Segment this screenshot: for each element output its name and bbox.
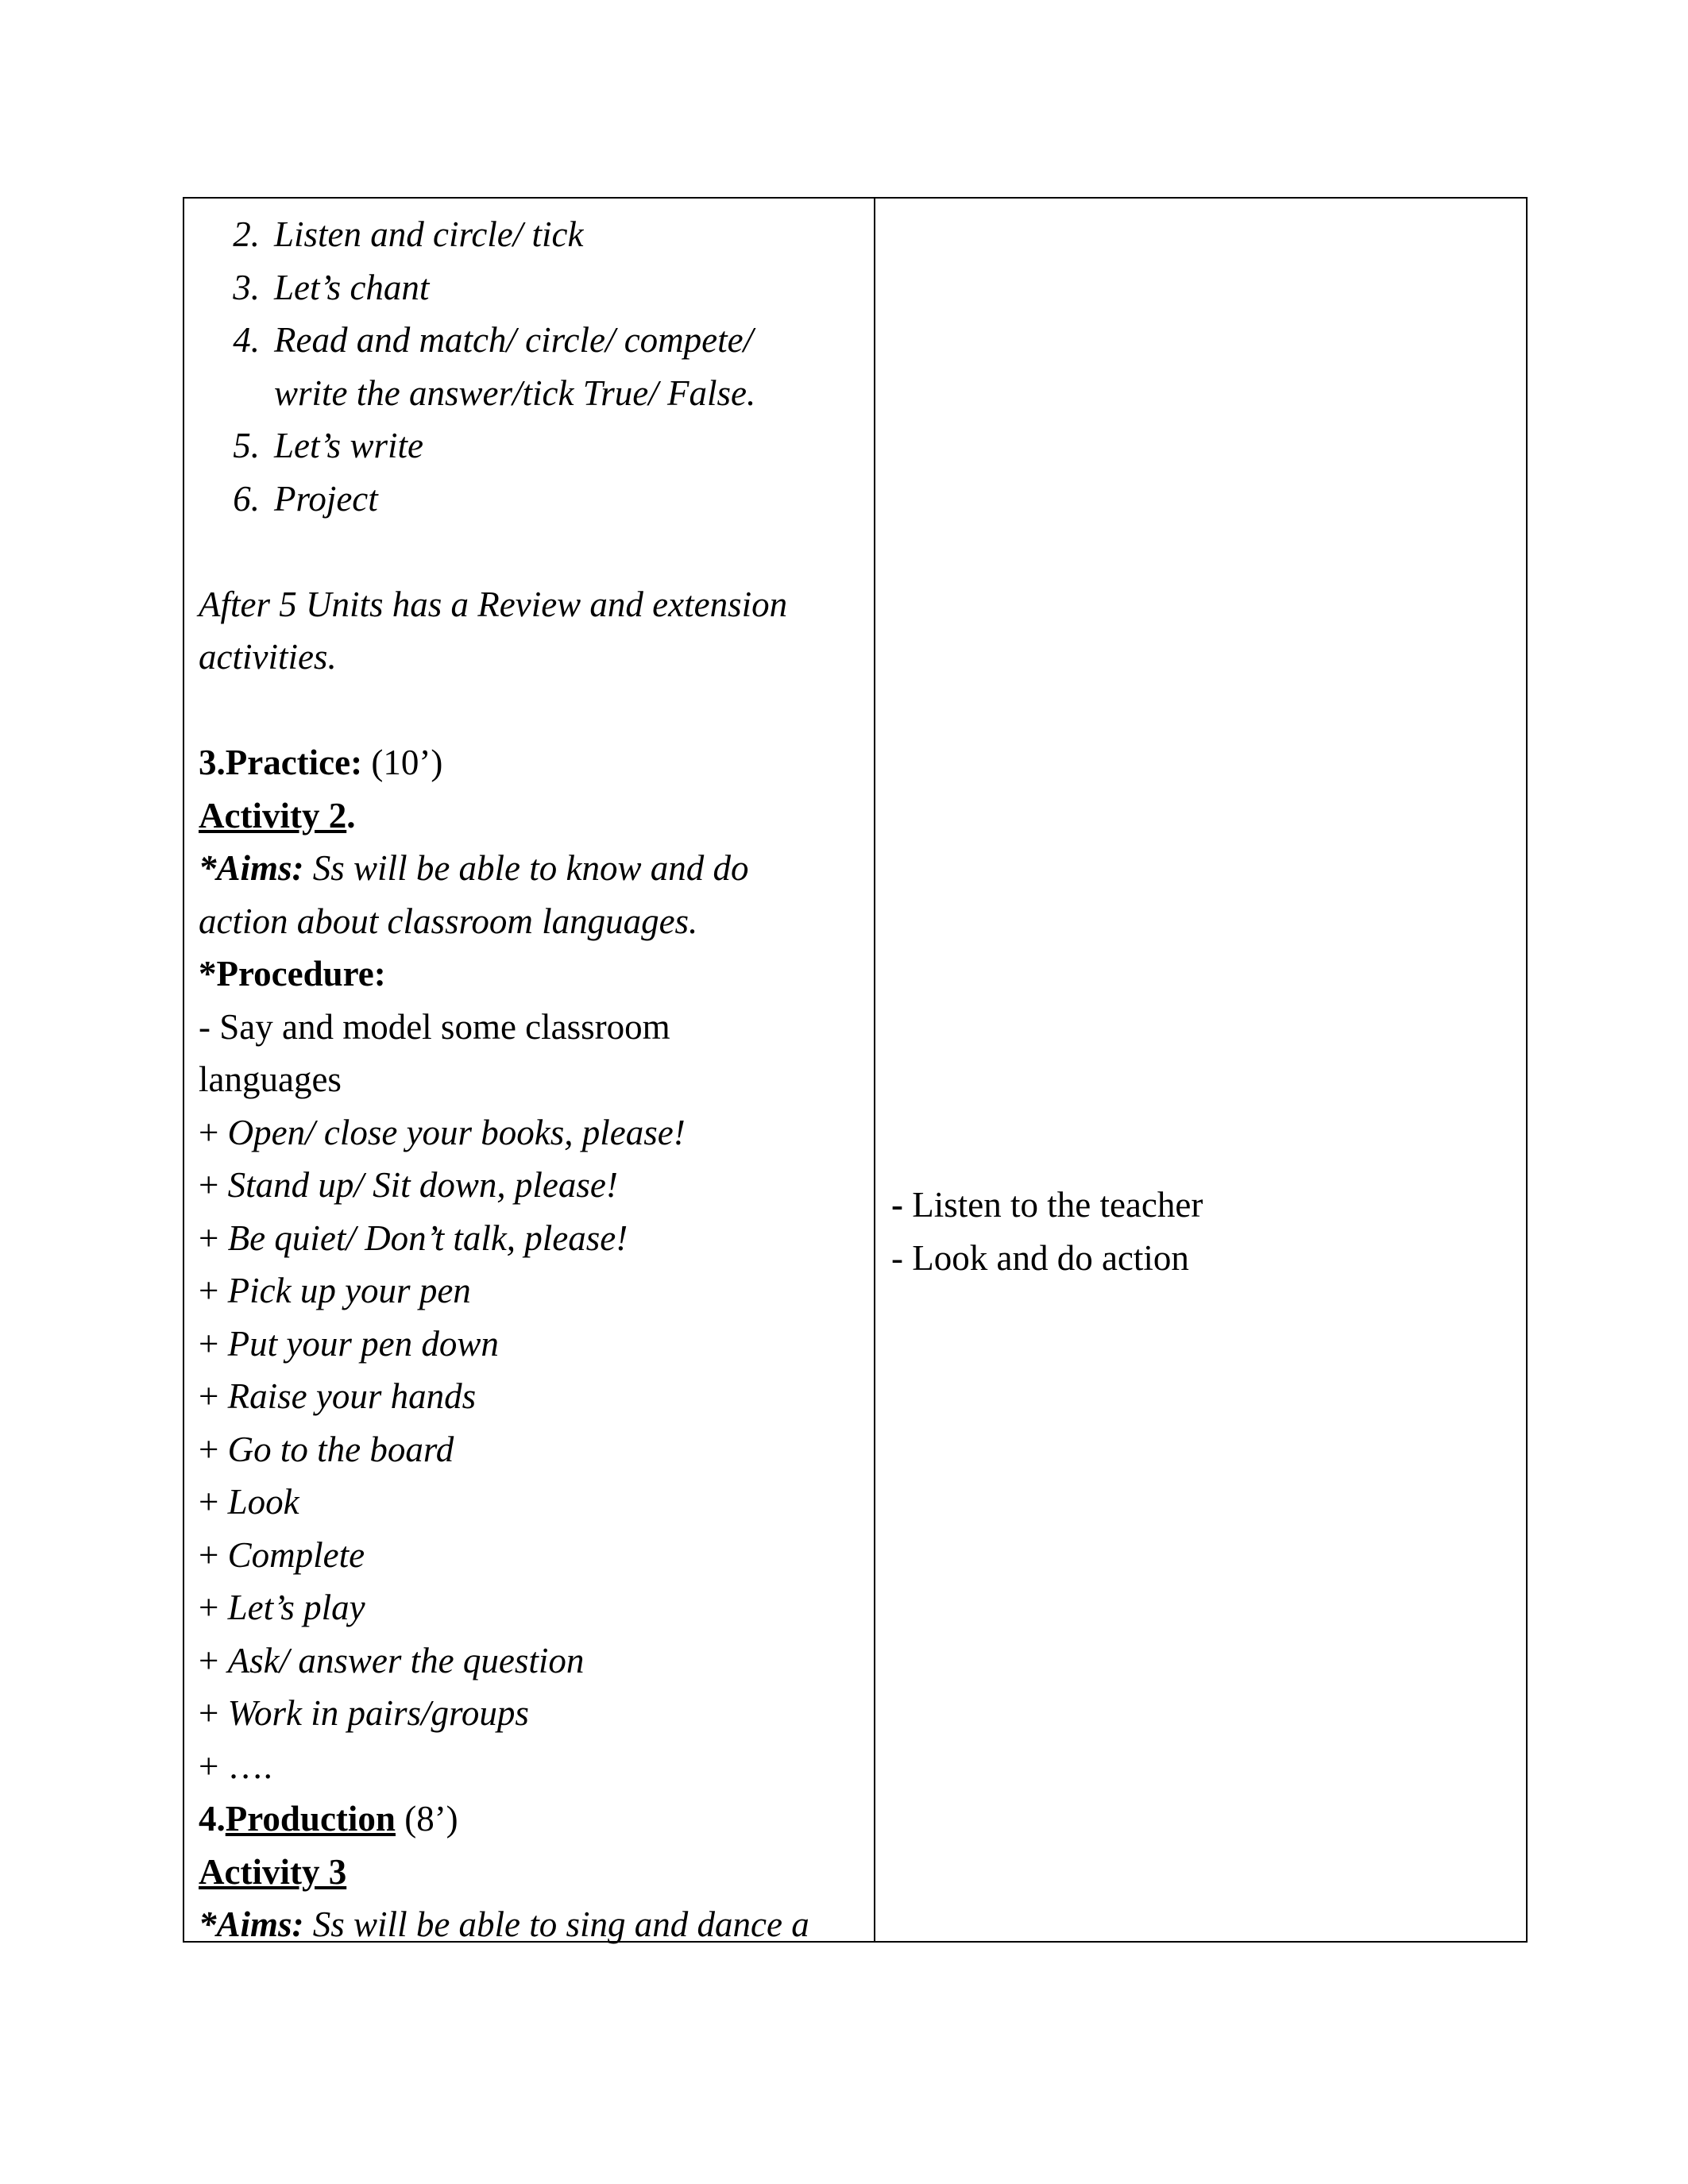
command-text: Be quiet/ Don’t talk, please!: [227, 1217, 628, 1258]
aims-line: [199, 1898, 866, 1951]
command-item: [199, 1159, 866, 1212]
command-item: [199, 1581, 866, 1634]
student-activity-text: Listen to the teacher: [912, 1185, 1203, 1225]
review-note-line: activities.: [199, 637, 337, 677]
student-activity-line: [891, 1232, 1526, 1285]
step-text-continued: write the answer/tick True/ False.: [274, 372, 756, 413]
command-item: [199, 1476, 866, 1529]
step-item: [199, 314, 866, 367]
review-note-line: After 5 Units has a Review and extension: [199, 584, 788, 624]
command-item: [199, 1212, 866, 1265]
command-text: Ask/ answer the question: [227, 1640, 585, 1680]
aims-text: Ss will be able to sing and dance a: [312, 1904, 809, 1944]
command-text: ….: [227, 1746, 272, 1786]
student-activity-text: Look and do action: [912, 1237, 1189, 1278]
student-activity-line: [891, 1179, 1526, 1232]
step-item: [199, 261, 866, 314]
command-prefix: +: [199, 1271, 219, 1310]
step-number: 5.: [233, 426, 260, 465]
command-prefix: +: [199, 1217, 219, 1258]
procedure-line: languages: [199, 1059, 342, 1099]
command-text: Open/ close your books, please!: [227, 1112, 686, 1152]
activity-title: Activity 3: [199, 1851, 347, 1892]
lesson-plan-table: [183, 197, 1528, 1943]
step-text: Listen and circle/ tick: [274, 214, 584, 254]
command-text: Pick up your pen: [227, 1271, 471, 1310]
activity-title: Activity 2: [199, 795, 347, 835]
practice-title: 3.Practice:: [199, 743, 363, 782]
step-number: 2.: [233, 214, 260, 254]
production-time: (8’): [404, 1799, 458, 1839]
line-dash: -: [891, 1185, 903, 1225]
command-prefix: +: [199, 1323, 219, 1364]
command-prefix: +: [199, 1746, 219, 1786]
step-text: Project: [274, 478, 378, 519]
command-prefix: +: [199, 1429, 219, 1469]
step-item: [199, 208, 866, 261]
command-text: Complete: [227, 1534, 365, 1575]
command-text: Raise your hands: [227, 1376, 477, 1416]
production-title: Production: [225, 1799, 396, 1839]
command-prefix: +: [199, 1693, 219, 1733]
aims-line: action about classroom languages.: [199, 901, 698, 941]
aims-line: [199, 842, 866, 895]
command-item: [199, 1687, 866, 1740]
procedure-label: *Procedure:: [199, 954, 386, 994]
command-prefix: +: [199, 1376, 219, 1416]
command-text: Stand up/ Sit down, please!: [227, 1165, 618, 1205]
command-prefix: +: [199, 1640, 219, 1680]
step-item: [199, 473, 866, 526]
command-item: [199, 1264, 866, 1318]
activity-heading: [199, 1846, 866, 1899]
command-item: [199, 1529, 866, 1582]
command-item: [199, 1423, 866, 1476]
step-item: [199, 419, 866, 473]
procedure-line: - Say and model some classroom: [199, 1006, 670, 1047]
aims-label: *Aims:: [199, 1904, 304, 1944]
production-heading: [199, 1792, 866, 1846]
student-activities-column: [875, 199, 1526, 1941]
step-number: 3.: [233, 267, 260, 307]
command-item: [199, 1370, 866, 1423]
command-text: Work in pairs/groups: [227, 1693, 529, 1733]
command-prefix: +: [199, 1112, 219, 1152]
command-item: [199, 1318, 866, 1371]
practice-heading: [199, 736, 866, 789]
teacher-activities-column: [184, 199, 875, 1944]
line-dash: -: [891, 1237, 903, 1278]
command-text: Go to the board: [227, 1429, 454, 1469]
command-prefix: +: [199, 1165, 219, 1205]
command-item: [199, 1634, 866, 1688]
command-text: Look: [227, 1482, 299, 1522]
practice-time: (10’): [371, 743, 443, 782]
command-item: [199, 1740, 866, 1793]
command-item: [199, 1106, 866, 1160]
step-text: Let’s chant: [274, 267, 430, 307]
step-number: 6.: [233, 478, 260, 519]
command-prefix: +: [199, 1482, 219, 1522]
command-prefix: +: [199, 1588, 219, 1627]
command-prefix: +: [199, 1534, 219, 1575]
aims-label: *Aims:: [199, 848, 304, 888]
aims-text: Ss will be able to know and do: [312, 848, 749, 888]
activity-suffix: .: [346, 795, 356, 835]
activity-heading: [199, 789, 866, 843]
production-number: 4.: [199, 1799, 226, 1839]
command-text: Let’s play: [227, 1588, 365, 1627]
step-text: Let’s write: [274, 426, 423, 465]
command-text: Put your pen down: [227, 1323, 499, 1364]
step-number: 4.: [233, 320, 260, 360]
step-text: Read and match/ circle/ compete/: [274, 320, 754, 360]
